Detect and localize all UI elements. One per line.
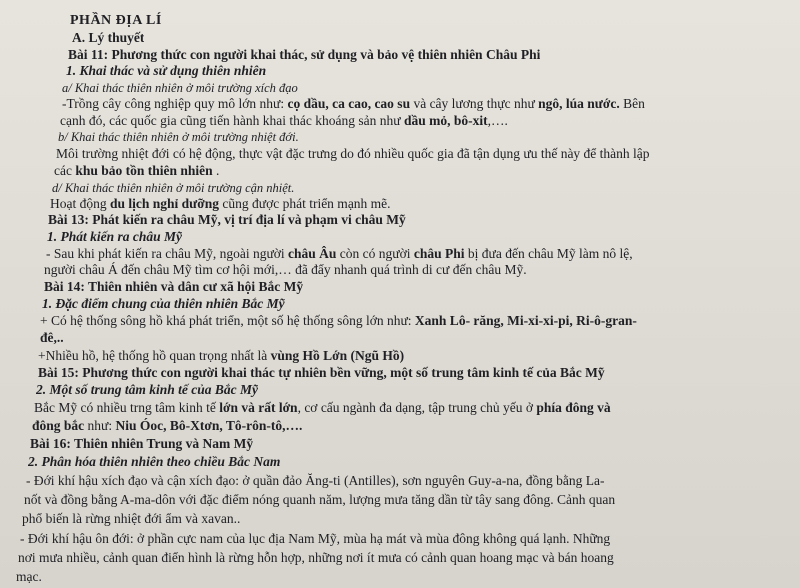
text-run: , cơ cấu ngành đa dạng, tập trung chủ yếu ở [297,400,537,415]
text-run: ,…. [487,113,508,128]
lesson-13-heading-1: 1. Phát kiến ra châu Mỹ [47,229,183,244]
text-run: lớn và rất lớn [219,400,298,415]
text-run: châu Âu [288,246,337,261]
paragraph-line: - Đới khí hậu ôn đới: ở phần cực nam của lục địa Nam Mỹ, mùa hạ mát và mùa đông không quá lạnh. Những [20,531,611,546]
paragraph-line: nốt và đồng bằng A-ma-dôn với đặc điểm nóng quanh năm, lượng mưa tăng dần từ tây sang đông. Cảnh quan [24,492,616,507]
lesson-16-title: Bài 16: Thiên nhiên Trung và Nam Mỹ [30,436,254,451]
lesson-11-sub-a: a/ Khai thác thiên nhiên ở môi trường xích đạo [62,81,298,95]
paragraph-line [32,417,302,435]
text-run: +Nhiều hồ, hệ thống hồ quan trọng nhất là [38,348,271,363]
paragraph-line: mạc. [16,569,42,584]
lesson-16-heading-2: 2. Phân hóa thiên nhiên theo chiều Bắc Nam [28,454,281,469]
text-run: các [54,163,76,178]
paragraph-line [38,347,404,365]
paragraph-line: phổ biến là rừng nhiệt đới ẩm và xavan.. [22,511,241,526]
text-run: cạnh đó, các quốc gia cũng tiến hành khai thác khoáng sản như [60,113,404,128]
text-run: bị đưa đến châu Mỹ làm nô lệ, [464,246,633,261]
text-run: phía đông và [536,400,611,415]
lesson-15-heading-2: 2. Một số trung tâm kinh tế của Bắc Mỹ [36,382,259,397]
section-title: PHẦN ĐỊA LÍ [70,13,162,28]
text-run: Bắc Mỹ có nhiều trng tâm kinh tế [34,400,220,415]
text-run: Xanh Lô- răng, Mi-xi-xi-pi, Ri-ô-gran- [414,313,637,328]
text-run: còn có người [336,246,414,261]
lesson-15-title: Bài 15: Phương thức con người khai thác tự nhiên bền vững, một số trung tâm kinh tế của Bắc Mỹ [38,365,605,380]
paragraph-line [54,162,219,180]
paragraph-line: Môi trường nhiệt đới có hệ động, thực vật đặc trưng do đó nhiều quốc gia đã tận dụng ưu thế này để thành lập [56,146,650,161]
lesson-11-sub-b: b/ Khai thác thiên nhiên ở môi trường nhiệt đới. [58,130,299,144]
text-run: đông bắc [32,418,85,433]
text-run: cọ dầu, ca cao, cao su [287,96,411,111]
text-run: du lịch nghỉ dưỡng [110,196,220,211]
paragraph-line: - Đới khí hậu xích đạo và cận xích đạo: ở quần đảo Ăng-ti (Antilles), sơn nguyên Guy-a-na, đồng bằng La- [26,473,605,488]
text-run: -Trồng cây công nghiệp quy mô lớn như: [62,96,288,111]
text-run: cũng được phát triển mạnh mẽ. [219,196,391,211]
paragraph-line [40,312,637,330]
paragraph-line [34,399,611,417]
text-run: vùng Hồ Lớn (Ngũ Hồ) [270,348,405,363]
text-run: . [212,163,220,178]
lesson-11-heading-1: 1. Khai thác và sử dụng thiên nhiên [66,63,267,78]
lesson-14-title: Bài 14: Thiên nhiên và dân cư xã hội Bắc Mỹ [44,279,304,294]
text-run: và cây lương thực như [410,96,539,111]
text-run: khu bảo tồn thiên nhiên [75,163,213,178]
text-run: Niu Óoc, Bô-Xtơn, Tô-rôn-tô,…. [115,418,303,433]
paragraph-line: người châu Á đến châu Mỹ tìm cơ hội mới,… đã đẩy nhanh quá trình di cư đến châu Mỹ. [44,262,527,277]
lesson-11-sub-d: d/ Khai thác thiên nhiên ở môi trường cận nhiệt. [52,181,295,195]
text-run: Hoạt động [50,196,110,211]
text-run: như: [84,418,116,433]
text-run: dầu mỏ, bô-xit [403,113,488,128]
text-run: Bên [619,96,645,111]
text-run: + Có hệ thống sông hồ khá phát triển, một số hệ thống sông lớn như: [40,313,415,328]
paragraph-line [62,95,645,113]
paragraph-line: đê,.. [40,330,64,345]
lesson-13-title: Bài 13: Phát kiến ra châu Mỹ, vị trí địa lí và phạm vi châu Mỹ [48,212,406,227]
part-a-heading: A. Lý thuyết [72,30,145,45]
text-run: - Sau khi phát kiến ra châu Mỹ, ngoài người [46,246,289,261]
text-run: châu Phi [413,246,465,261]
paragraph-line: nơi mưa nhiều, cảnh quan điển hình là rừng hỗn hợp, những nơi ít mưa có cảnh quan hoang mạc và bán hoang [18,550,614,565]
lesson-14-heading-1: 1. Đặc điểm chung của thiên nhiên Bắc Mỹ [42,296,285,311]
lesson-11-title: Bài 11: Phương thức con người khai thác, sử dụng và bảo vệ thiên nhiên Châu Phi [68,47,541,62]
text-run: ngô, lúa nước. [538,96,620,111]
